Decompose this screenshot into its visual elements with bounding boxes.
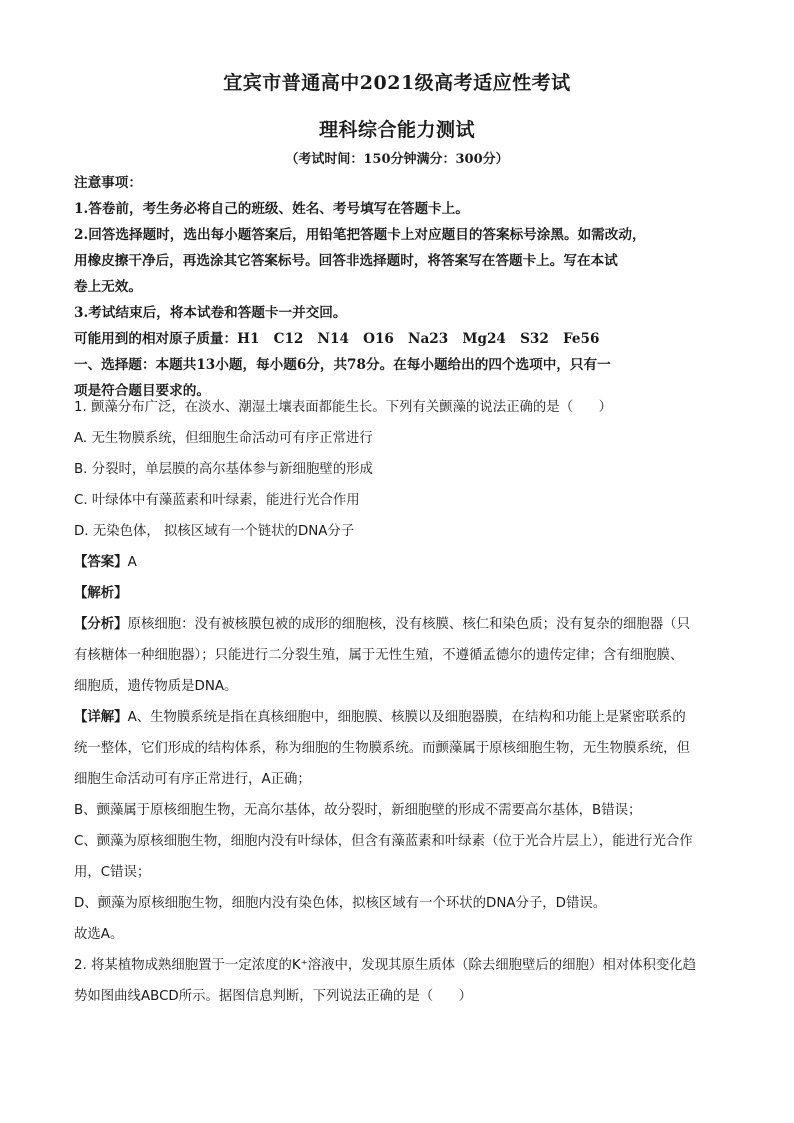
section-heading-line-2: 项是符合题目要求的。	[74, 383, 210, 399]
conclusion: 故选A。	[74, 927, 124, 942]
answer-line	[74, 547, 724, 578]
instruction-item-2-line-2: 用橡皮擦干净后，再选涂其它答案标号。回答非选择题时，将答案写在答题卡上。写在本试	[74, 253, 618, 269]
atomic-masses: 可能用到的相对原子质量：H1 C12 N14 O16 Na23 Mg24 S32 Fe56	[74, 331, 600, 347]
detail-d: D、颤藻为原核细胞生物，细胞内没有染色体，拟核区域有一个环状的DNA分子，D错误。	[74, 896, 607, 911]
answer-value: A	[127, 555, 137, 570]
question-1-option-c: C. 叶绿体中有藻蓝素和叶绿素，能进行光合作用	[74, 493, 360, 508]
fenxi-line-2: 有核糖体一种细胞器）；只能进行二分裂生殖，属于无性生殖，不遵循孟德尔的遗传定律；含有细胞膜、	[74, 648, 684, 663]
xiangjie-tag: 【详解】	[74, 710, 128, 725]
question-2-stem-line-2: 势如图曲线ABCD所示。据图信息判断，下列说法正确的是（ ）	[74, 989, 473, 1004]
fenxi-line-1	[74, 609, 724, 640]
exam-title: 宜宾市普通高中2021级高考适应性考试	[223, 72, 571, 94]
xiangjie-text-1: A、生物膜系统是指在真核细胞中，细胞膜、核膜以及细胞器膜，在结构和功能上是紧密联系的	[127, 710, 686, 725]
detail-c-line-1: C、颤藻为原核细胞生物，细胞内没有叶绿体，但含有藻蓝素和叶绿素（位于光合片层上），能进行光合作	[74, 834, 693, 849]
instructions-block	[74, 170, 724, 404]
xiangjie-line-2: 统一整体，它们形成的结构体系，称为细胞的生物膜系统。而颤藻属于原核细胞生物，无生物膜系统，但	[74, 741, 690, 756]
fenxi-tag: 【分析】	[74, 617, 128, 632]
exam-subject-title: 理科综合能力测试	[318, 119, 475, 141]
instruction-item-2-line-1: 2.回答选择题时，选出每小题答案后，用铅笔把答题卡上对应题目的答案标号涂黑。如需改动，	[74, 227, 646, 243]
exam-time-info: （考试时间：150分钟满分：300分）	[285, 152, 509, 167]
detail-b: B、颤藻属于原核细胞生物，无高尔基体，故分裂时，新细胞壁的形成不需要高尔基体，B错误；	[74, 803, 642, 818]
detail-c-line-2: 用，C错误；	[74, 865, 151, 880]
instruction-item-2-line-3: 卷上无效。	[74, 279, 142, 295]
question-1-option-d: D. 无染色体， 拟核区域有一个链状的DNA分子	[74, 524, 355, 539]
fenxi-text-1: 原核细胞：没有被核膜包被的成形的细胞核，没有核膜、核仁和染色质；没有复杂的细胞器（只	[127, 617, 690, 632]
question-1-block	[74, 392, 724, 1012]
question-1-option-b: B. 分裂时，单层膜的高尔基体参与新细胞壁的形成	[74, 462, 373, 477]
instructions-heading: 注意事项：	[74, 175, 142, 191]
analysis-tag: 【解析】	[74, 586, 128, 601]
analysis-tag-line	[74, 578, 724, 609]
question-1-option-a: A. 无生物膜系统，但细胞生命活动可有序正常进行	[74, 431, 373, 446]
section-heading-line-1: 一、选择题：本题共13小题，每小题6分，共78分。在每小题给出的四个选项中，只有一	[74, 357, 611, 373]
fenxi-line-3: 细胞质，遗传物质是DNA。	[74, 679, 238, 694]
question-2-stem-line-1: 2. 将某植物成熟细胞置于一定浓度的K⁺溶液中，发现其原生质体（除去细胞壁后的细胞）相对体积变化趋	[74, 958, 697, 973]
xiangjie-line-3: 细胞生命活动可有序正常进行，A正确；	[74, 772, 311, 787]
answer-tag: 【答案】	[74, 555, 128, 570]
instruction-item-3: 3.考试结束后，将本试卷和答题卡一并交回。	[74, 305, 347, 321]
xiangjie-line-1	[74, 702, 724, 733]
instruction-item-1: 1.答卷前，考生务必将自己的班级、姓名、考号填写在答题卡上。	[74, 201, 469, 217]
question-1-stem: 1. 颤藻分布广泛，在淡水、潮湿土壤表面都能生长。下列有关颤藻的说法正确的是（ ）	[74, 400, 613, 415]
